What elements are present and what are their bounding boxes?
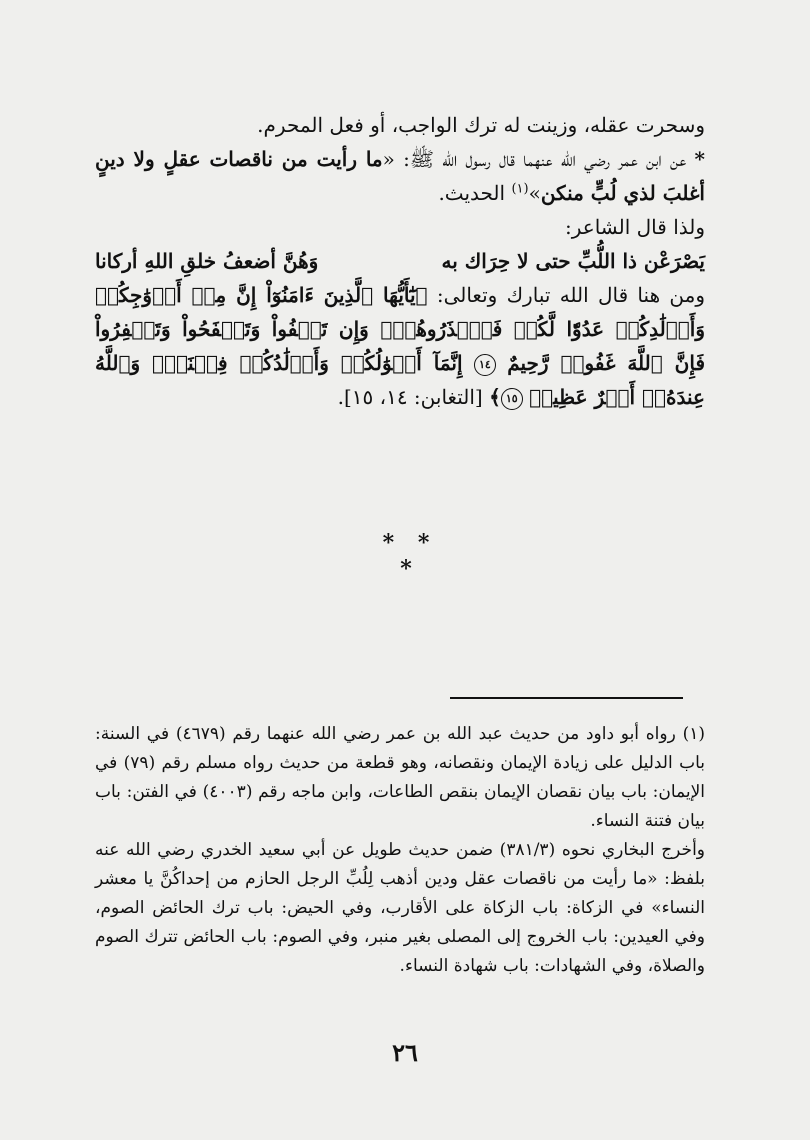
ayah-number-14: ١٤ [474, 354, 496, 376]
paragraph-intro: وسحرت عقله، وزينت له ترك الواجب، أو فعل المحرم. [257, 113, 705, 137]
ayah-number-15: ١٥ [501, 388, 523, 410]
footnote-rule [450, 697, 683, 699]
quran-intro: ومن هنا قال الله تبارك وتعالى: [427, 283, 705, 307]
verse-hemistich-2: وَهُنَّ أضعفُ خلقِ اللهِ أركانا [95, 249, 319, 273]
main-text [95, 108, 705, 414]
footnote-1-continued: وأخرج البخاري نحوه (٣٨١/٣) ضمن حديث طويل عن أبي سعيد الخدري رضي الله عنه بلفظ: «ما رأيت من ناقصات عقل ودين أذهب لِلُبِّ الرجل الحازم من إحداكُنَّ يا معشر النساء» في الزكاة: باب الزكاة على الأقارب، وفي الحيض: باب ترك الحائض الصوم، وفي العيدين: باب الخروج إلى المصلى بغير منبر، وفي الصوم: باب الحائض تترك الصوم والصلاة، وفي الشهادات: باب شهادة النساء. [95, 840, 705, 976]
hadith-star: * [694, 147, 706, 171]
poet-intro: ولذا قال الشاعر: [565, 215, 705, 239]
page-number: ٢٦ [392, 1038, 418, 1067]
hadith-close: » [528, 181, 541, 205]
footnote-1: (١) رواه أبو داود من حديث عبد الله بن عمر رضي الله عنهما رقم (٤٦٧٩) في السنة: باب الدليل على زيادة الإيمان ونقصانه، وهو قطعة من حديث رواه مسلم رقم (٧٩) في الإيمان: باب بيان نقصان الإيمان بنقص الطاعات، وابن ماجه رقم (٤٠٠٣) في الفتن: باب بيان فتنة النساء. [95, 724, 706, 831]
verse-hemistich-1: يَصْرَعْن ذا اللُّبِّ حتى لا حِرَاك به [441, 249, 705, 273]
hadith-end: الحديث. [438, 181, 512, 205]
section-separator: * * * [382, 530, 438, 582]
quran-close: ﴾ [489, 385, 501, 409]
hadith-intro: عن ابن عمر رضي الله عنهما قال رسول الله ﷺ: « [382, 147, 687, 171]
poetry-verse [95, 244, 705, 278]
hadith-text: ما رأيت من ناقصات عقلٍ ولا دينٍ أغلبَ لذي لُبٍّ منكن [95, 147, 705, 205]
hadith-paragraph [95, 142, 705, 210]
quran-reference: [التغابن: ١٤، ١٥]. [337, 385, 490, 409]
footnote-marker[interactable]: (١) [511, 181, 529, 197]
quran-text-2: إِنَّمَآ أَمۡوَٰلُكُمۡ وَأَوۡلَٰدُكُمۡ فِتۡنَةٞۚ وَٱللَّهُ عِندَهُۥٓ أَجۡرٌ عَظِيمٞ [95, 351, 705, 409]
quran-paragraph [95, 278, 705, 414]
footnotes [95, 720, 705, 981]
quran-text-1: ﴿يَٰٓأَيُّهَا ٱلَّذِينَ ءَامَنُوٓاْ إِنَّ مِنۡ أَزۡوَٰجِكُمۡ وَأَوۡلَٰدِكُمۡ عَدُوّٗا لَّكُمۡ فَٱحۡذَرُوهُمۡۚ وَإِن تَعۡفُواْ وَتَصۡفَحُواْ وَتَغۡفِرُواْ فَإِنَّ ٱللَّهَ غَفُورٞ رَّحِيمٌ [95, 283, 706, 375]
